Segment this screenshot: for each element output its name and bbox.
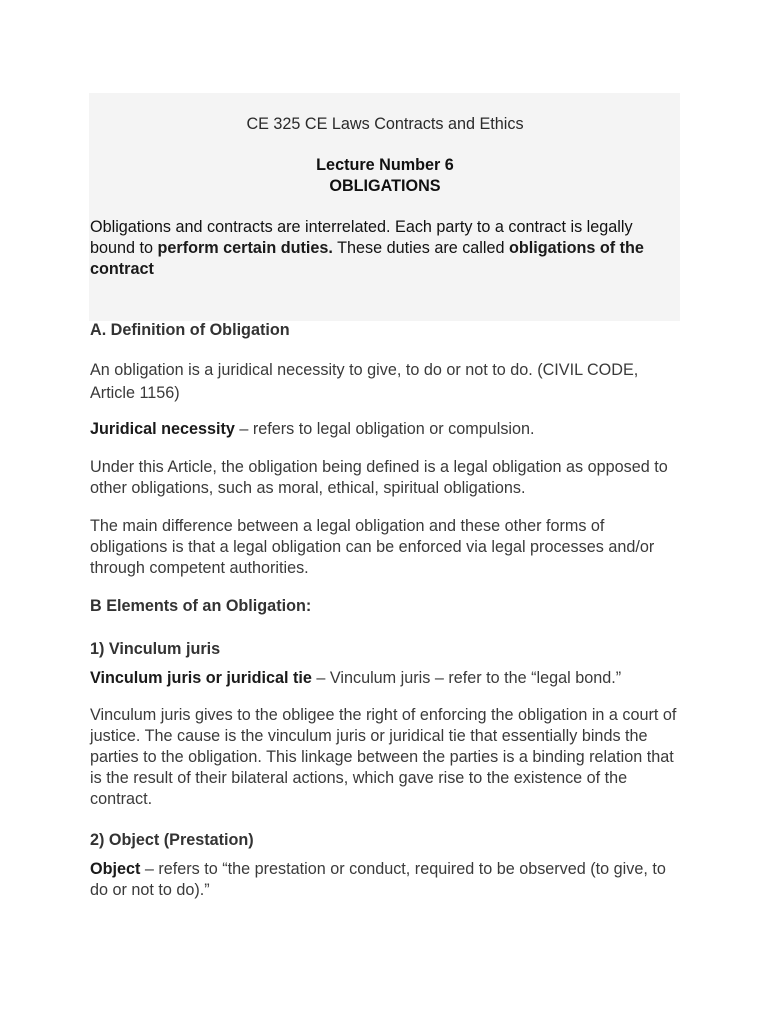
lecture-heading bbox=[90, 155, 680, 197]
object-text: – refers to “the prestation or conduct, required to be observed (to give, to do or not to do).” bbox=[90, 860, 666, 899]
vinculum-juris-term: Vinculum juris or juridical tie bbox=[90, 669, 312, 687]
vinculum-juris-paragraph: Vinculum juris gives to the obligee the right of enforcing the obligation in a court of justice. The cause is the vinculum juris or juridical tie that essentially binds the parties to the obligation. This linkage between the parties is a binding relation that is the result of their bilateral actions, which gave rise to the existence of the contract. bbox=[90, 706, 677, 808]
lecture-topic: OBLIGATIONS bbox=[329, 177, 441, 195]
intro-bold-2: obligations of the contract bbox=[90, 239, 644, 278]
juridical-necessity-text: – refers to legal obligation or compulsion. bbox=[234, 420, 535, 438]
intro-text-2: These duties are called bbox=[332, 239, 510, 257]
course-title: CE 325 CE Laws Contracts and Ethics bbox=[246, 115, 524, 133]
juridical-necessity-term: Juridical necessity bbox=[90, 420, 235, 438]
intro-paragraph bbox=[90, 217, 680, 280]
section-b-heading: B Elements of an Obligation: bbox=[90, 597, 312, 615]
lecture-number: Lecture Number 6 bbox=[316, 156, 454, 174]
section-a-heading: A. Definition of Obligation bbox=[90, 321, 290, 339]
intro-text-1: Obligations and contracts are interrelated. Each party to a contract is legally bound to bbox=[90, 218, 633, 257]
object-paragraph bbox=[90, 859, 680, 901]
legal-obligation-paragraph: Under this Article, the obligation being defined is a legal obligation as opposed to other obligations, such as moral, ethical, spiritual obligations. bbox=[90, 458, 668, 497]
vinculum-juris-heading: 1) Vinculum juris bbox=[90, 640, 221, 658]
object-heading: 2) Object (Prestation) bbox=[90, 831, 254, 849]
definition-paragraph: An obligation is a juridical necessity to give, to do or not to do. (CIVIL CODE, Article 1156) bbox=[90, 361, 639, 402]
difference-paragraph: The main difference between a legal obligation and these other forms of obligations is that a legal obligation can be enforced via legal processes and/or through competent authorities. bbox=[90, 517, 655, 577]
object-term: Object bbox=[90, 860, 141, 878]
juridical-necessity-paragraph bbox=[90, 419, 680, 440]
vinculum-juris-term-text: – Vinculum juris – refer to the “legal bond.” bbox=[311, 669, 622, 687]
document-content bbox=[90, 113, 680, 901]
intro-bold-1: perform certain duties. bbox=[157, 239, 333, 257]
vinculum-juris-term-paragraph bbox=[90, 668, 680, 689]
